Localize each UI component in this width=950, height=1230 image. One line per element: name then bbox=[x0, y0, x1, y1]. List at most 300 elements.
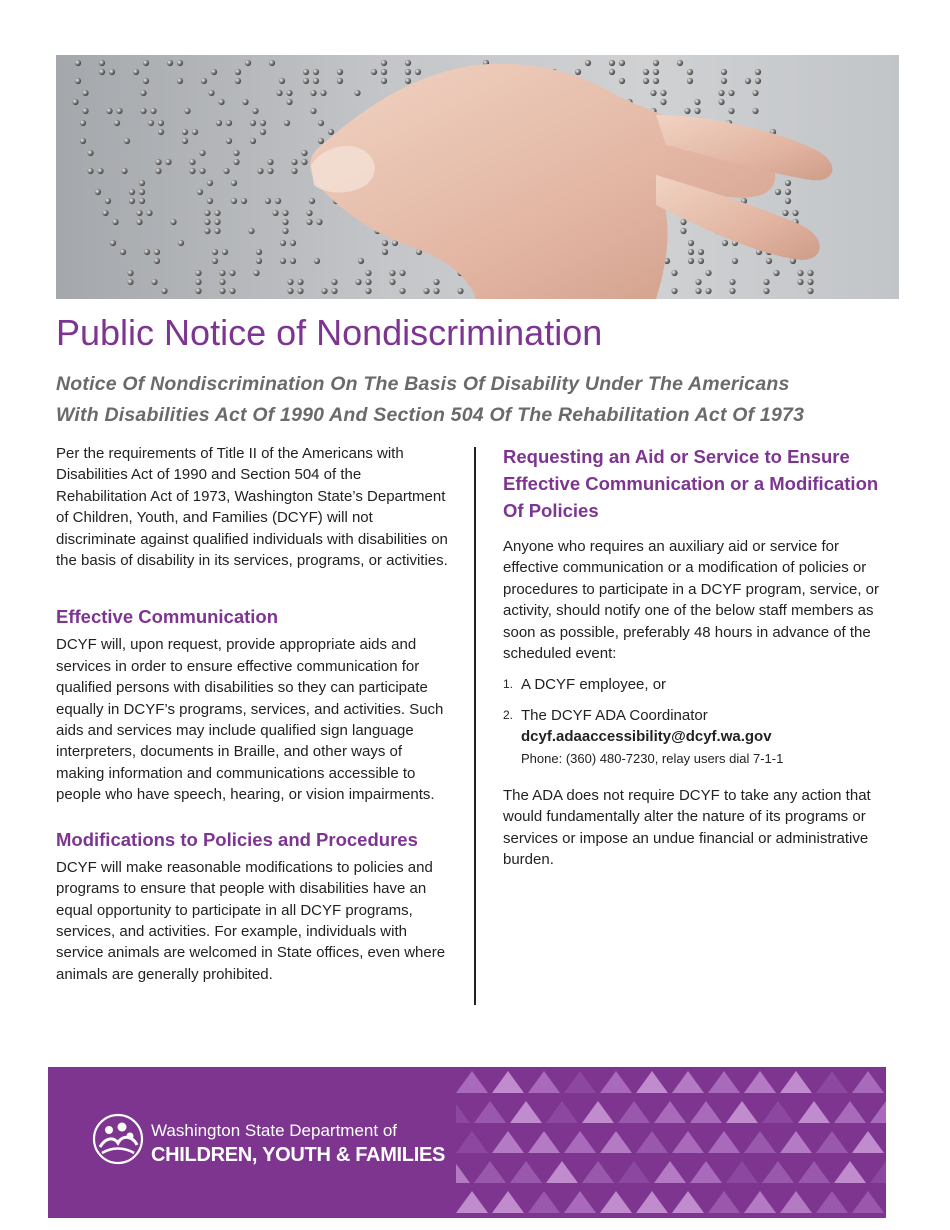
braille-dot bbox=[229, 288, 235, 294]
pattern-triangle bbox=[564, 1131, 596, 1153]
braille-dot bbox=[694, 108, 700, 114]
braille-dot bbox=[585, 60, 591, 66]
braille-dot bbox=[694, 99, 700, 105]
braille-dot bbox=[212, 258, 218, 264]
intro-paragraph: Per the requirements of Title II of the Americans with Disabilities Act of 1990 and Section 504 of the Rehabilitation Act of 1973, Washington State’s Department of Children, Youth, and Families (DCYF) will not discriminate against qualified individuals with disabilities on the basis of disability in its services, programs, or activities. bbox=[56, 445, 448, 570]
braille-dot bbox=[267, 168, 273, 174]
braille-dot bbox=[313, 78, 319, 84]
list-item bbox=[503, 705, 898, 769]
pattern-triangle bbox=[690, 1161, 722, 1183]
braille-dot bbox=[688, 258, 694, 264]
braille-dot bbox=[306, 219, 312, 225]
braille-dot bbox=[139, 198, 145, 204]
pattern-triangle bbox=[852, 1131, 884, 1153]
modifications-body: DCYF will make reasonable modifications to policies and programs to ensure that people with disabilities have an equal opportunity to participate in all DCYF programs, services, and activities. For example, individuals with service animals are welcomed in State offices, even where animals are generally prohibited. bbox=[56, 858, 446, 983]
braille-dot bbox=[256, 249, 262, 255]
braille-dot bbox=[197, 189, 203, 195]
braille-dot bbox=[688, 249, 694, 255]
phone-number: Phone: (360) 480-7230, relay users dial 7-1-1 bbox=[521, 750, 784, 766]
braille-dot bbox=[643, 78, 649, 84]
braille-dot bbox=[279, 78, 285, 84]
braille-dot bbox=[310, 108, 316, 114]
braille-dot bbox=[301, 159, 307, 165]
braille-dot bbox=[365, 288, 371, 294]
braille-dot bbox=[226, 138, 232, 144]
agency-name-line2: CHILDREN, YOUTH & FAMILIES bbox=[151, 1144, 446, 1166]
braille-dot bbox=[728, 108, 734, 114]
braille-dot bbox=[732, 258, 738, 264]
braille-dot bbox=[282, 219, 288, 225]
pattern-triangle bbox=[744, 1191, 776, 1213]
braille-dot bbox=[235, 69, 241, 75]
braille-dot bbox=[182, 138, 188, 144]
braille-dot bbox=[687, 69, 693, 75]
braille-dot bbox=[229, 270, 235, 276]
braille-dot bbox=[405, 78, 411, 84]
pattern-triangle bbox=[708, 1131, 740, 1153]
braille-dot bbox=[204, 219, 210, 225]
email-link[interactable]: dcyf.adaaccessibility@dcyf.wa.gov bbox=[521, 728, 772, 746]
braille-dot bbox=[144, 249, 150, 255]
braille-dot bbox=[201, 78, 207, 84]
pattern-triangle bbox=[456, 1131, 488, 1153]
braille-dot bbox=[797, 279, 803, 285]
braille-dot bbox=[291, 168, 297, 174]
braille-dot bbox=[284, 120, 290, 126]
braille-dot bbox=[457, 288, 463, 294]
braille-dot bbox=[365, 279, 371, 285]
pattern-triangle bbox=[582, 1101, 614, 1123]
braille-dot bbox=[309, 198, 315, 204]
braille-dot bbox=[140, 90, 146, 96]
braille-dot bbox=[143, 60, 149, 66]
pattern-triangle bbox=[834, 1161, 866, 1183]
braille-dot bbox=[231, 198, 237, 204]
braille-dot bbox=[290, 258, 296, 264]
braille-dot bbox=[705, 288, 711, 294]
pattern-triangle bbox=[762, 1101, 794, 1123]
braille-dot bbox=[189, 159, 195, 165]
braille-dot bbox=[695, 288, 701, 294]
agency-name-line1: Washington State Department of bbox=[151, 1121, 398, 1140]
braille-dot bbox=[280, 258, 286, 264]
braille-dot bbox=[653, 60, 659, 66]
braille-dot bbox=[433, 288, 439, 294]
braille-dot bbox=[677, 60, 683, 66]
braille-dot bbox=[286, 99, 292, 105]
pattern-triangle bbox=[762, 1161, 794, 1183]
braille-dot bbox=[219, 270, 225, 276]
braille-dot bbox=[146, 210, 152, 216]
braille-dot bbox=[151, 279, 157, 285]
braille-dot bbox=[695, 279, 701, 285]
braille-dot bbox=[207, 180, 213, 186]
braille-dot bbox=[287, 279, 293, 285]
braille-dot bbox=[219, 279, 225, 285]
braille-dot bbox=[265, 198, 271, 204]
column-divider bbox=[474, 447, 476, 1005]
braille-dot bbox=[785, 189, 791, 195]
pattern-triangle bbox=[690, 1101, 722, 1123]
braille-dot bbox=[75, 78, 81, 84]
braille-dot bbox=[785, 198, 791, 204]
braille-dot bbox=[303, 78, 309, 84]
braille-dot bbox=[95, 189, 101, 195]
pattern-triangle bbox=[726, 1161, 758, 1183]
braille-dot bbox=[189, 168, 195, 174]
pattern-triangle bbox=[456, 1071, 488, 1093]
braille-dot bbox=[161, 288, 167, 294]
braille-dot bbox=[155, 168, 161, 174]
braille-dot bbox=[314, 258, 320, 264]
request-heading: Requesting an Aid or Service to Ensure Effective Communication or a Modification Of Policies bbox=[503, 446, 879, 521]
braille-dot bbox=[177, 78, 183, 84]
braille-dot bbox=[218, 99, 224, 105]
pattern-triangle bbox=[834, 1101, 866, 1123]
braille-dot bbox=[653, 78, 659, 84]
pattern-triangle bbox=[870, 1101, 886, 1123]
pattern-triangle bbox=[654, 1161, 686, 1183]
pattern-triangle bbox=[780, 1131, 812, 1153]
pattern-triangle bbox=[780, 1191, 812, 1213]
braille-dot bbox=[371, 69, 377, 75]
contact-list bbox=[503, 674, 898, 769]
braille-dot bbox=[219, 288, 225, 294]
pattern-triangle bbox=[780, 1071, 812, 1093]
braille-dot bbox=[660, 90, 666, 96]
braille-dot bbox=[318, 138, 324, 144]
braille-dot bbox=[729, 288, 735, 294]
braille-dot bbox=[82, 90, 88, 96]
braille-dot bbox=[752, 108, 758, 114]
braille-dot bbox=[165, 159, 171, 165]
braille-dot bbox=[87, 168, 93, 174]
braille-dot bbox=[415, 69, 421, 75]
pattern-triangle bbox=[492, 1191, 524, 1213]
braille-dot bbox=[114, 120, 120, 126]
pattern-triangle bbox=[672, 1131, 704, 1153]
braille-dot bbox=[382, 249, 388, 255]
hand bbox=[310, 64, 832, 299]
pattern-triangle bbox=[672, 1071, 704, 1093]
triangle-pattern bbox=[456, 1067, 886, 1218]
braille-dot bbox=[148, 120, 154, 126]
page-subtitle: Notice Of Nondiscrimination On The Basis Of Disability Under The Americans With Disabilities Act Of 1990 And Section 504 Of The Rehabilitation Act Of 1973 bbox=[56, 373, 805, 426]
braille-dot bbox=[318, 120, 324, 126]
braille-dot bbox=[116, 108, 122, 114]
braille-dot bbox=[250, 138, 256, 144]
braille-dot bbox=[807, 279, 813, 285]
braille-dot bbox=[721, 78, 727, 84]
braille-dot bbox=[807, 288, 813, 294]
braille-dot bbox=[722, 240, 728, 246]
pattern-triangle bbox=[528, 1191, 560, 1213]
braille-dot bbox=[105, 198, 111, 204]
braille-dot bbox=[75, 60, 81, 66]
braille-dot bbox=[688, 240, 694, 246]
braille-dot bbox=[102, 210, 108, 216]
braille-dot bbox=[158, 120, 164, 126]
braille-dot bbox=[755, 69, 761, 75]
braille-dot bbox=[139, 189, 145, 195]
braille-dot bbox=[316, 219, 322, 225]
pattern-triangle bbox=[456, 1191, 488, 1213]
braille-dot bbox=[680, 219, 686, 225]
braille-dot bbox=[109, 69, 115, 75]
braille-dot bbox=[214, 210, 220, 216]
braille-dot bbox=[177, 60, 183, 66]
pattern-triangle bbox=[600, 1131, 632, 1153]
closing-paragraph: The ADA does not require DCYF to take any action that would fundamentally alter the nature of its programs or services or impose an undue financial or administrative burden. bbox=[503, 787, 871, 869]
braille-dot bbox=[782, 210, 788, 216]
braille-dot bbox=[154, 249, 160, 255]
braille-dot bbox=[136, 210, 142, 216]
braille-dot bbox=[214, 219, 220, 225]
braille-dot bbox=[280, 240, 286, 246]
braille-dot bbox=[381, 78, 387, 84]
braille-dot bbox=[718, 99, 724, 105]
list-text: A DCYF employee, or bbox=[521, 676, 667, 694]
braille-dot bbox=[301, 150, 307, 156]
braille-dot bbox=[575, 69, 581, 75]
pattern-triangle bbox=[816, 1071, 848, 1093]
braille-dot bbox=[684, 108, 690, 114]
pattern-triangle bbox=[708, 1071, 740, 1093]
braille-dot bbox=[313, 69, 319, 75]
braille-dot bbox=[423, 288, 429, 294]
braille-dot bbox=[72, 99, 78, 105]
request-body: Anyone who requires an auxiliary aid or service for effective communication or a modification of policies or procedures to participate in a DCYF program, service, or activity, should notify one of the below staff members as soon as possible, preferably 48 hours in advance of the scheduled event: bbox=[503, 538, 879, 663]
modifications-heading: Modifications to Policies and Procedures bbox=[56, 828, 418, 850]
braille-dot bbox=[358, 258, 364, 264]
braille-dot bbox=[257, 168, 263, 174]
pattern-triangle bbox=[654, 1101, 686, 1123]
braille-dot bbox=[140, 108, 146, 114]
braille-dot bbox=[178, 240, 184, 246]
pattern-triangle bbox=[546, 1101, 578, 1123]
pattern-triangle bbox=[618, 1101, 650, 1123]
braille-dot bbox=[214, 228, 220, 234]
braille-dot bbox=[286, 90, 292, 96]
pattern-triangle bbox=[600, 1071, 632, 1093]
braille-dot bbox=[129, 189, 135, 195]
braille-dot bbox=[150, 108, 156, 114]
braille-dot bbox=[99, 60, 105, 66]
braille-dot bbox=[653, 69, 659, 75]
braille-dot bbox=[129, 198, 135, 204]
braille-dot bbox=[124, 138, 130, 144]
list-item bbox=[503, 674, 898, 695]
braille-dot bbox=[226, 120, 232, 126]
braille-dot bbox=[110, 240, 116, 246]
braille-dot bbox=[766, 258, 772, 264]
braille-dot bbox=[321, 288, 327, 294]
pattern-triangle bbox=[816, 1191, 848, 1213]
braille-dot bbox=[399, 288, 405, 294]
braille-dot bbox=[287, 288, 293, 294]
braille-dot bbox=[223, 168, 229, 174]
braille-dot bbox=[337, 69, 343, 75]
braille-dot bbox=[267, 159, 273, 165]
braille-dot bbox=[705, 270, 711, 276]
braille-dot bbox=[211, 69, 217, 75]
braille-dot bbox=[290, 240, 296, 246]
braille-dot bbox=[248, 228, 254, 234]
braille-dot bbox=[381, 69, 387, 75]
braille-dot bbox=[272, 210, 278, 216]
braille-dot bbox=[216, 120, 222, 126]
pattern-triangle bbox=[636, 1071, 668, 1093]
braille-dot bbox=[698, 258, 704, 264]
braille-dot bbox=[297, 279, 303, 285]
braille-dot bbox=[382, 240, 388, 246]
braille-dot bbox=[170, 219, 176, 225]
hero-image-braille bbox=[56, 55, 899, 299]
pattern-triangle bbox=[582, 1161, 614, 1183]
braille-dot bbox=[687, 78, 693, 84]
pattern-triangle bbox=[456, 1161, 470, 1183]
braille-dot bbox=[260, 120, 266, 126]
braille-dot bbox=[245, 60, 251, 66]
braille-dot bbox=[389, 270, 395, 276]
list-text: The DCYF ADA Coordinator bbox=[521, 706, 708, 724]
braille-dot bbox=[87, 150, 93, 156]
braille-dot bbox=[204, 228, 210, 234]
pattern-triangle bbox=[564, 1191, 596, 1213]
list-number: 1. bbox=[503, 677, 514, 692]
braille-dot bbox=[231, 180, 237, 186]
pattern-triangle bbox=[744, 1071, 776, 1093]
braille-dot bbox=[745, 78, 751, 84]
pattern-triangle bbox=[492, 1071, 524, 1093]
braille-dot bbox=[773, 270, 779, 276]
braille-dot bbox=[650, 90, 656, 96]
pattern-triangle bbox=[636, 1131, 668, 1153]
pattern-triangle bbox=[492, 1131, 524, 1153]
braille-dot bbox=[242, 99, 248, 105]
braille-dot bbox=[97, 168, 103, 174]
braille-dot bbox=[80, 138, 86, 144]
pattern-triangle bbox=[474, 1161, 506, 1183]
braille-dot bbox=[252, 108, 258, 114]
left-column bbox=[56, 443, 451, 985]
braille-dot bbox=[718, 90, 724, 96]
braille-dot bbox=[282, 210, 288, 216]
braille-dot bbox=[389, 279, 395, 285]
pattern-triangle bbox=[852, 1191, 884, 1213]
braille-dot bbox=[192, 129, 198, 135]
braille-dot bbox=[721, 69, 727, 75]
braille-dot bbox=[250, 120, 256, 126]
pattern-triangle bbox=[528, 1071, 560, 1093]
braille-dot bbox=[167, 60, 173, 66]
pattern-triangle bbox=[636, 1191, 668, 1213]
braille-dot bbox=[680, 228, 686, 234]
braille-dot bbox=[155, 159, 161, 165]
pattern-triangle bbox=[852, 1071, 884, 1093]
pattern-triangle bbox=[708, 1191, 740, 1213]
braille-dot bbox=[260, 129, 266, 135]
braille-dot bbox=[405, 69, 411, 75]
braille-dot bbox=[80, 120, 86, 126]
braille-dot bbox=[807, 270, 813, 276]
braille-dot bbox=[233, 159, 239, 165]
braille-dot bbox=[310, 90, 316, 96]
braille-dot bbox=[199, 150, 205, 156]
braille-dot bbox=[619, 60, 625, 66]
braille-dot bbox=[106, 108, 112, 114]
braille-dot bbox=[365, 270, 371, 276]
braille-dot bbox=[99, 69, 105, 75]
braille-dot bbox=[208, 90, 214, 96]
braille-dot bbox=[337, 78, 343, 84]
braille-dot bbox=[275, 198, 281, 204]
braille-dot bbox=[212, 249, 218, 255]
braille-dot bbox=[354, 90, 360, 96]
footer-band bbox=[48, 1067, 886, 1218]
pattern-triangle bbox=[726, 1101, 758, 1123]
braille-dot bbox=[136, 219, 142, 225]
pattern-triangle bbox=[870, 1161, 886, 1183]
braille-dot bbox=[199, 168, 205, 174]
braille-dot bbox=[282, 228, 288, 234]
pattern-triangle bbox=[564, 1071, 596, 1093]
braille-dot bbox=[643, 69, 649, 75]
pattern-triangle bbox=[816, 1131, 848, 1153]
braille-dot bbox=[355, 279, 361, 285]
braille-dot bbox=[235, 78, 241, 84]
braille-dot bbox=[433, 279, 439, 285]
braille-dot bbox=[320, 90, 326, 96]
effective-communication-heading: Effective Communication bbox=[56, 606, 279, 628]
braille-dot bbox=[127, 279, 133, 285]
braille-dot bbox=[609, 69, 615, 75]
braille-dot bbox=[660, 99, 666, 105]
right-column bbox=[503, 443, 898, 871]
braille-dot bbox=[133, 69, 139, 75]
dcyf-logo-icon bbox=[92, 1113, 144, 1165]
braille-dot bbox=[120, 249, 126, 255]
braille-dot bbox=[797, 270, 803, 276]
braille-dot bbox=[775, 189, 781, 195]
braille-dot bbox=[328, 129, 334, 135]
pattern-triangle bbox=[510, 1161, 542, 1183]
braille-dot bbox=[303, 69, 309, 75]
pattern-triangle bbox=[456, 1101, 470, 1123]
braille-dot bbox=[763, 288, 769, 294]
braille-dot bbox=[763, 279, 769, 285]
braille-dot bbox=[143, 78, 149, 84]
braille-dot bbox=[671, 270, 677, 276]
braille-dot bbox=[671, 288, 677, 294]
braille-dot bbox=[269, 60, 275, 66]
braille-dot bbox=[381, 60, 387, 66]
braille-photo bbox=[56, 55, 899, 299]
braille-dot bbox=[728, 90, 734, 96]
braille-dot bbox=[241, 198, 247, 204]
braille-dot bbox=[256, 258, 262, 264]
braille-dot bbox=[233, 150, 239, 156]
braille-dot bbox=[752, 90, 758, 96]
braille-dot bbox=[785, 180, 791, 186]
braille-dot bbox=[207, 198, 213, 204]
effective-communication-body: DCYF will, upon request, provide appropriate aids and services in order to ensure effective communication for qualified persons with disabilities so they can participate equally in DCYF’s programs, services, and activities. Such aids and services may include qualified sign language interpreters, documents in Braille, and other ways of making information and communications accessible to people who have speech, hearing, or vision impairments. bbox=[56, 636, 444, 804]
braille-dot bbox=[792, 210, 798, 216]
braille-dot bbox=[121, 168, 127, 174]
braille-dot bbox=[154, 258, 160, 264]
braille-dot bbox=[306, 210, 312, 216]
braille-dot bbox=[405, 60, 411, 66]
